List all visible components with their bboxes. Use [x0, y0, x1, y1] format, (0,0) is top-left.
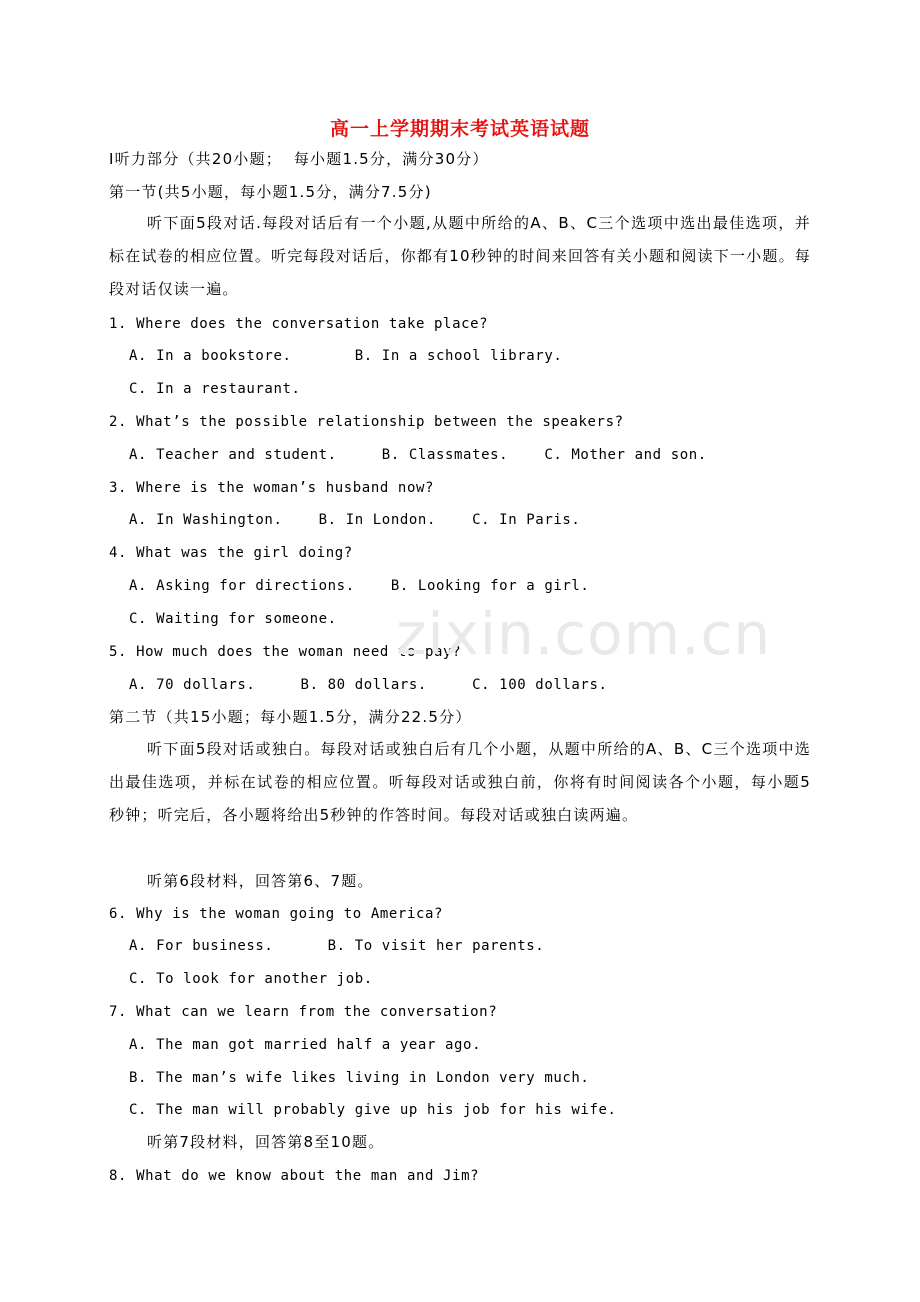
question-6-options-ab: A. For business. B. To visit her parents.: [129, 938, 545, 954]
question-4-option-c: C. Waiting for someone.: [129, 611, 337, 627]
question-4-options-ab: A. Asking for directions. B. Looking for a girl.: [129, 578, 590, 594]
question-1-option-c: C. In a restaurant.: [129, 381, 301, 397]
question-4: 4. What was the girl doing?: [109, 545, 353, 561]
material-7-note: 听第7段材料，回答第8至10题。: [147, 1133, 385, 1151]
question-5: 5. How much does the woman need to pay?: [109, 644, 462, 660]
question-2-options: A. Teacher and student. B. Classmates. C. Mother and son.: [129, 447, 707, 463]
question-1-options-ab: A. In a bookstore. B. In a school library.: [129, 348, 563, 364]
question-7-option-b: B. The man’s wife likes living in London very much.: [129, 1070, 590, 1086]
section1-header: 第一节(共5小题，每小题1.5分，满分7.5分): [109, 183, 432, 201]
section2-header: 第二节（共15小题；每小题1.5分，满分22.5分）: [109, 708, 472, 726]
question-3: 3. Where is the woman’s husband now?: [109, 480, 435, 496]
question-2: 2. What’s the possible relationship between the speakers?: [109, 414, 624, 430]
question-1: 1. Where does the conversation take place?: [109, 316, 489, 332]
part1-header: Ⅰ听力部分（共20小题； 每小题1.5分，满分30分）: [109, 150, 489, 168]
question-6: 6. Why is the woman going to America?: [109, 906, 444, 922]
question-8: 8. What do we know about the man and Jim?: [109, 1168, 480, 1184]
section1-instructions: 听下面5段对话.每段对话后有一个小题,从题中所给的A、B、C三个选项中选出最佳选项，并标在试卷的相应位置。听完每段对话后，你都有10秒钟的时间来回答有关小题和阅读下一小题。每段对话仅读一遍。: [109, 214, 811, 298]
material-6-note: 听第6段材料，回答第6、7题。: [147, 872, 374, 890]
section2-instructions: 听下面5段对话或独白。每段对话或独白后有几个小题，从题中所给的A、B、C三个选项中选出最佳选项，并标在试卷的相应位置。听每段对话或独白前，你将有时间阅读各个小题，每小题5秒钟；听完后，各小题将给出5秒钟的作答时间。每段对话或独白读两遍。: [109, 740, 811, 824]
watermark: zixin.com.cn: [396, 600, 772, 668]
question-5-options: A. 70 dollars. B. 80 dollars. C. 100 dollars.: [129, 677, 608, 693]
question-7: 7. What can we learn from the conversation?: [109, 1004, 498, 1020]
exam-title: 高一上学期期末考试英语试题: [329, 118, 590, 140]
question-7-option-a: A. The man got married half a year ago.: [129, 1037, 482, 1053]
question-7-option-c: C. The man will probably give up his job for his wife.: [129, 1102, 617, 1118]
question-3-options: A. In Washington. B. In London. C. In Paris.: [129, 512, 581, 528]
question-6-option-c: C. To look for another job.: [129, 971, 373, 987]
